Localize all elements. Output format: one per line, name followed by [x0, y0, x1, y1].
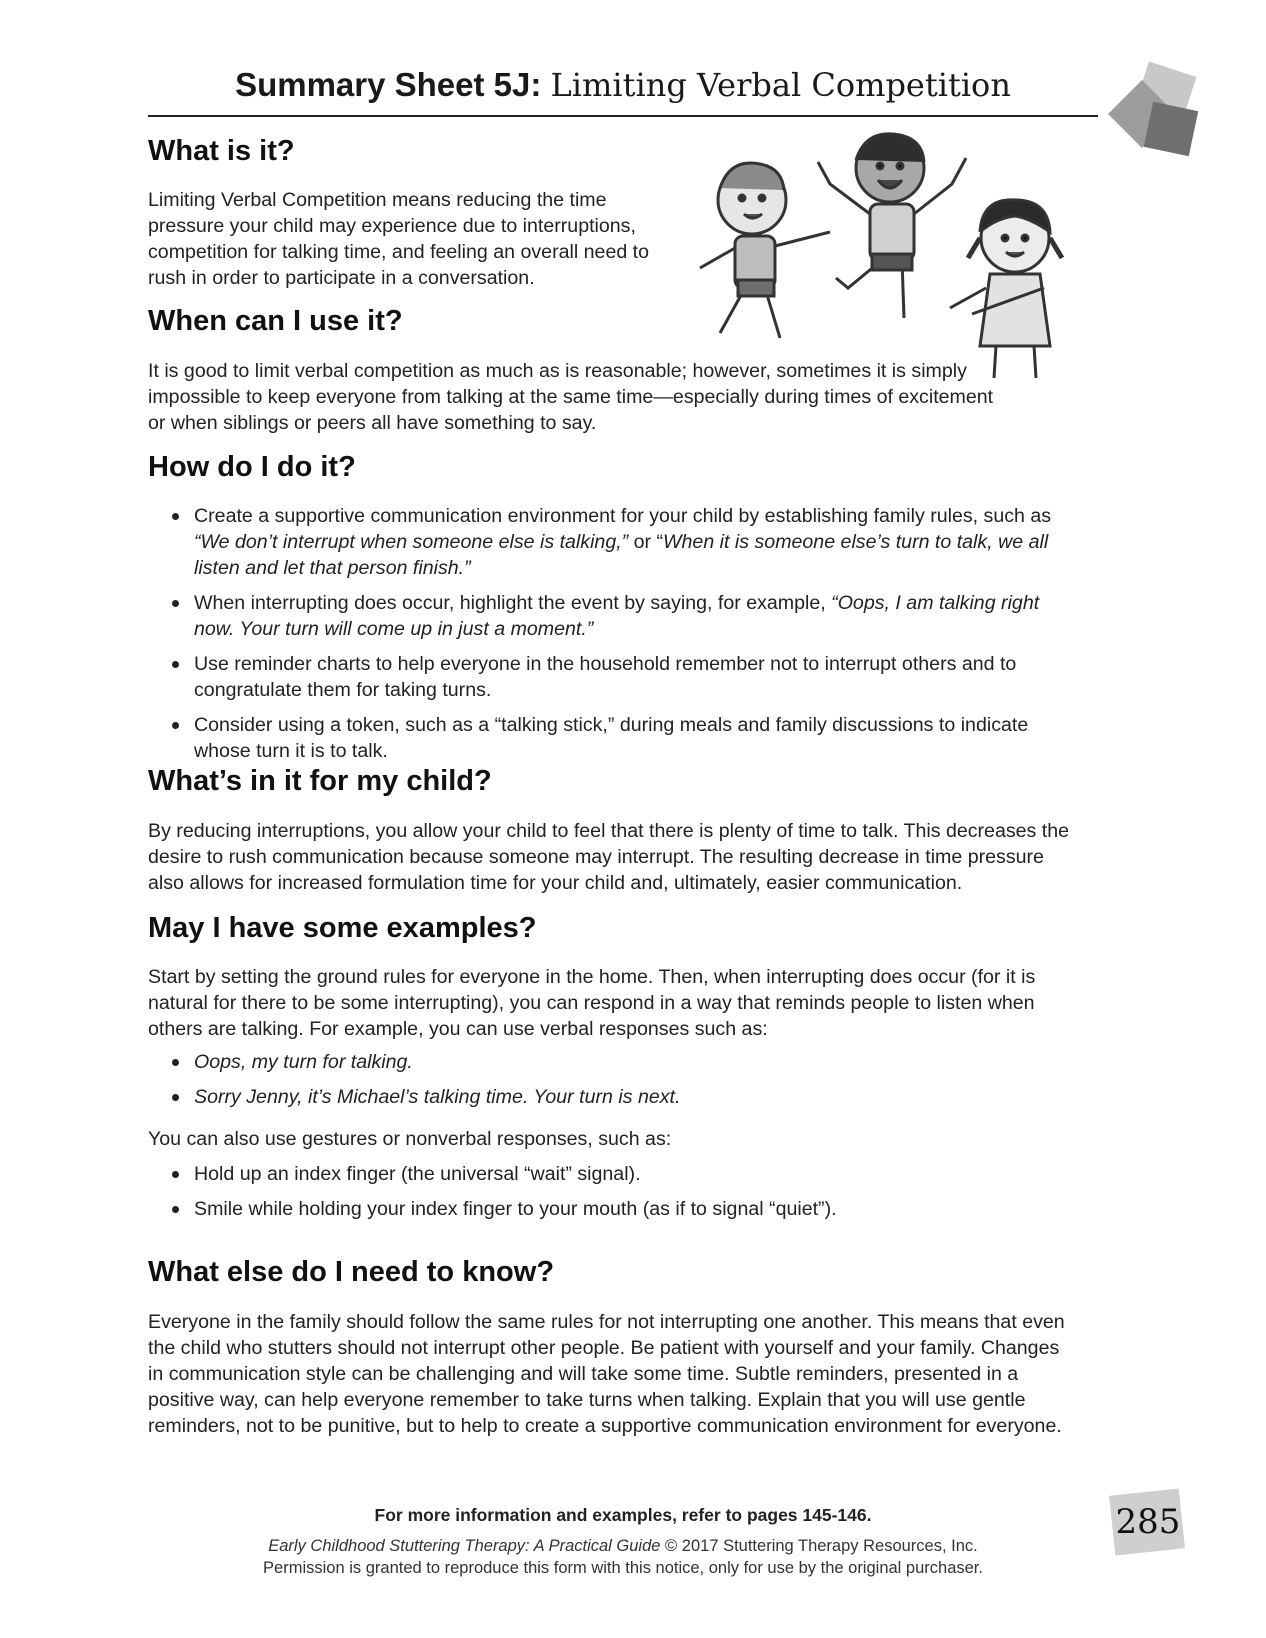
title-divider: [148, 115, 1098, 117]
copyright-text: © 2017 Stuttering Therapy Resources, Inc.: [660, 1537, 978, 1555]
bullet-text: When interrupting does occur, highlight the event by saying, for example,: [194, 592, 832, 614]
benefit-text: By reducing interruptions, you allow your child to feel that there is plenty of time to talk. This decreases the desire to rush communication because someone may interrupt. The resulting decrease in time pressure also allows for increased formulation time for your child and, ultimately, easier communication.: [148, 820, 1070, 894]
verbal-response-list: [148, 1049, 1068, 1119]
when-can-i-use-it-text: It is good to limit verbal competition as much as is reasonable; however, sometimes it is simply impossible to keep everyone from talking at the same time—especially during times of excitement or when siblings or peers all have something to say.: [148, 360, 994, 434]
three-children-illustration-icon: [690, 128, 1100, 388]
bullet-quote: When it is someone else’s turn to talk, we all listen and let that person finish.”: [194, 531, 1049, 579]
book-title: Early Childhood Stuttering Therapy: A Practical Guide: [268, 1537, 661, 1555]
page-number-badge: [1108, 1490, 1188, 1556]
more-info-note: For more information and examples, refer to pages 145-146.: [374, 1505, 872, 1525]
list-item: [148, 503, 1078, 581]
what-is-it-text: Limiting Verbal Competition means reducing the time pressure your child may experience due to interruptions, competition for talking time, and feeling an overall need to rush in order to participate in a conversation.: [148, 189, 650, 289]
list-item: [148, 651, 1078, 703]
bullet-text: Create a supportive communication environment for your child by establishing family rules, such as: [194, 505, 1052, 527]
gesture-response-list: [148, 1161, 1068, 1231]
heading-examples: May I have some examples?: [148, 912, 537, 944]
page-number: 285: [1115, 1502, 1181, 1542]
bullet-text: or “: [628, 531, 664, 553]
heading-how-do-i-do-it: How do I do it?: [148, 451, 356, 483]
page-title: [148, 66, 1098, 110]
heading-what-else: What else do I need to know?: [148, 1256, 555, 1288]
bullet-text: Consider using a token, such as a “talking stick,” during meals and family discussions to indicate whose turn it is to talk.: [194, 714, 1029, 762]
examples-intro-text: Start by setting the ground rules for everyone in the home. Then, when interrupting does occur (for it is natural for there to be some interrupting), you can respond in a way that reminds people to listen when others are talking. For example, you can use verbal responses such as:: [148, 966, 1036, 1040]
bullet-quote: “We don’t interrupt when someone else is talking,”: [194, 531, 629, 553]
list-item: [148, 590, 1078, 642]
list-item: Oops, my turn for talking.: [148, 1049, 1068, 1075]
bullet-text: Use reminder charts to help everyone in the household remember not to interrupt others and to congratulate them for taking turns.: [194, 653, 1017, 701]
list-item: Smile while holding your index finger to your mouth (as if to signal “quiet”).: [148, 1196, 1068, 1222]
heading-what-is-it: What is it?: [148, 135, 295, 167]
heading-whats-in-it-for-my-child: What’s in it for my child?: [148, 765, 492, 797]
list-item: Sorry Jenny, it’s Michael’s talking time. Your turn is next.: [148, 1084, 1068, 1110]
permission-text: Permission is granted to reproduce this form with this notice, only for use by the original purchaser.: [263, 1559, 983, 1577]
how-bullet-list: [148, 503, 1078, 773]
list-item: Hold up an index finger (the universal “wait” signal).: [148, 1161, 1068, 1187]
copyright-notice: [148, 1535, 1098, 1579]
what-else-text: Everyone in the family should follow the same rules for not interrupting one another. This means that even the child who stutters should not interrupt other people. Be patient with yourself and your family. Changes in communication style can be challenging and will take some time. Subtle reminders, presented in a positive way, can help everyone remember to take turns when talking. Explain that you will use gentle reminders, not to be punitive, but to help to create a supportive communication environment for everyone.: [148, 1311, 1065, 1437]
decorative-squares-icon: [1100, 60, 1210, 170]
bullet-quote: “Oops, I am talking right now. Your turn will come up in just a moment.”: [194, 592, 1040, 640]
title-topic: Limiting Verbal Competition: [550, 66, 1011, 104]
heading-when-can-i-use-it: When can I use it?: [148, 305, 403, 337]
title-prefix: Summary Sheet 5J:: [235, 66, 542, 103]
list-item: [148, 712, 1078, 764]
gesture-intro-text: You can also use gestures or nonverbal responses, such as:: [148, 1128, 672, 1150]
